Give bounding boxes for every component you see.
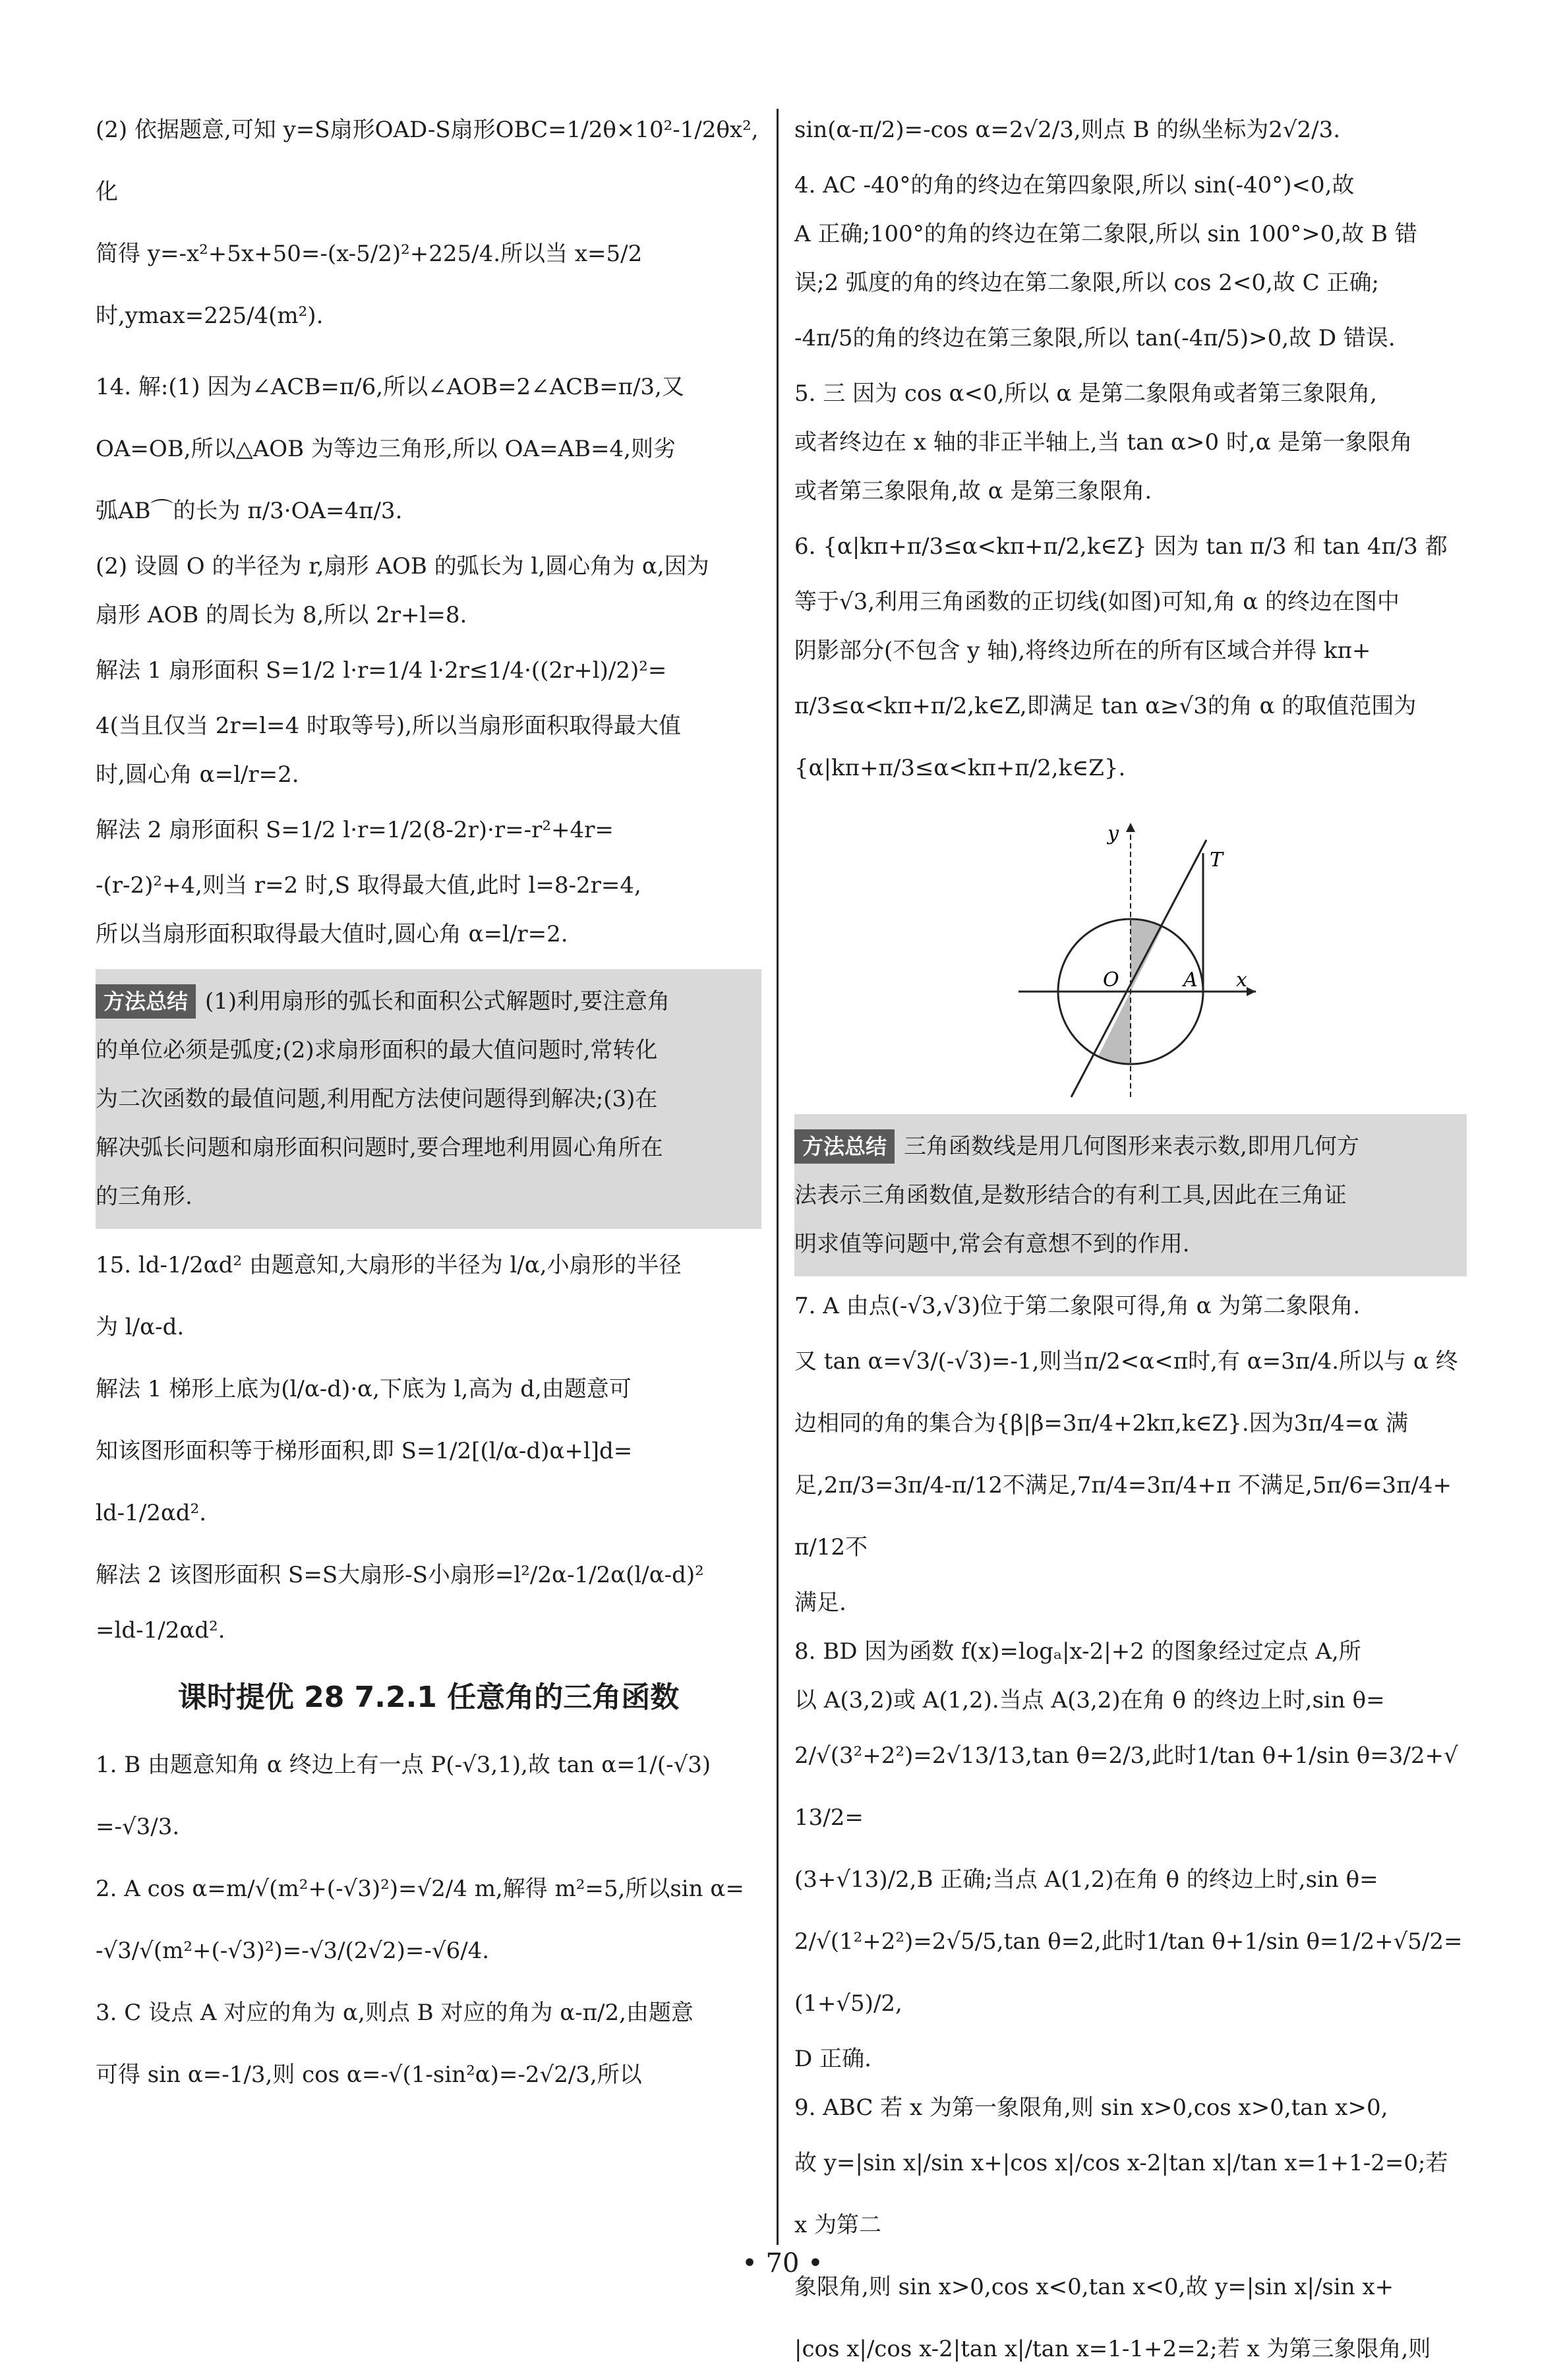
answer-14-part-1 (96, 356, 761, 542)
text-line: 以 A(3,2)或 A(1,2).当点 A(3,2)在角 θ 的终边上时,sin θ= (794, 1687, 1385, 1713)
text-line: 7. A 由点(-√3,√3)位于第二象限可得,角 α 为第二象限角. (794, 1293, 1361, 1319)
answer-2 (96, 1858, 761, 1982)
text-line: 4(当且仅当 2r=l=4 时取等号),所以当扇形面积取得最大值 (96, 713, 681, 739)
answer-3-continued (794, 99, 1467, 161)
text-line: (2) 设圆 O 的半径为 r,扇形 AOB 的弧长为 l,圆心角为 α,因为 (96, 553, 709, 580)
text-line: |cos x|/cos x-2|tan x|/tan x=1-1+2=2;若 x 为第三象限角,则 (794, 2336, 1431, 2362)
answer-15-method-1 (96, 1358, 761, 1544)
text-line: 可得 sin α=-1/3,则 cos α=-√(1-sin²α)=-2√2/3,所以 (96, 2062, 642, 2088)
text-line: π/3≤α<kπ+π/2,k∈Z,即满足 tan α≥√3的角 α 的取值范围为 (794, 693, 1417, 719)
text-line: 或者终边在 x 轴的非正半轴上,当 tan α>0 时,α 是第一象限角 (794, 429, 1413, 456)
text-line: 2. A cos α=m/√(m²+(-√3)²)=√2/4 m,解得 m²=5,所以sin α= (96, 1876, 744, 1902)
text-line: =-√3/3. (96, 1814, 180, 1840)
text-line: 解法 2 扇形面积 S=1/2 l·r=1/2(8-2r)·r=-r²+4r= (96, 817, 614, 843)
text-line: 6. {α|kπ+π/3≤α<kπ+π/2,k∈Z} 因为 tan π/3 和 tan 4π/3 都 (794, 533, 1448, 560)
text-line: 的单位必须是弧度;(2)求扇形面积的最大值问题时,常转化 (96, 1037, 658, 1063)
text-line: -(r-2)²+4,则当 r=2 时,S 取得最大值,此时 l=8-2r=4, (96, 872, 641, 899)
text-line: (3+√13)/2,B 正确;当点 A(1,2)在角 θ 的终边上时,sin θ= (794, 1866, 1378, 1893)
page-number: • 70 • (742, 2248, 823, 2278)
text-line: 15. ld-1/2αd² 由题意知,大扇形的半径为 l/α,小扇形的半径 (96, 1252, 682, 1278)
answer-7 (794, 1282, 1467, 1627)
tangent-line-figure (992, 814, 1269, 1104)
text-line: 解法 1 梯形上底为(l/α-d)·α,下底为 l,高为 d,由题意可 (96, 1376, 632, 1402)
column-divider (777, 109, 779, 2245)
section-title: 课时提优 28 7.2.1 任意角的三角函数 (177, 1681, 680, 1714)
text-line: 解决弧长问题和扇形面积问题时,要合理地利用圆心角所在 (96, 1135, 663, 1161)
answer-14-part-2 (96, 542, 761, 640)
answer-15 (96, 1234, 761, 1358)
text-line: 阴影部分(不包含 y 轴),将终边所在的所有区域合并得 kπ+ (794, 638, 1371, 664)
point-t-label: T (1210, 848, 1224, 872)
method-summary-tag: 方法总结 (96, 984, 196, 1019)
answer-1 (96, 1734, 761, 1858)
text-line: A 正确;100°的角的终边在第二象限,所以 sin 100°>0,故 B 错 (794, 221, 1417, 247)
left-column (96, 99, 761, 2106)
text-line: 4. AC -40°的角的终边在第四象限,所以 sin(-40°)<0,故 (794, 172, 1355, 198)
text-line: {α|kπ+π/3≤α<kπ+π/2,k∈Z}. (794, 755, 1126, 781)
text-line: 的三角形. (96, 1183, 192, 1210)
text-line: 5. 三 因为 cos α<0,所以 α 是第二象限角或者第三象限角, (794, 380, 1377, 407)
answer-6 (794, 516, 1467, 799)
text-line: OA=OB,所以△AOB 为等边三角形,所以 OA=AB=4,则劣 (96, 436, 676, 462)
text-line: 法表示三角函数值,是数形结合的有利工具,因此在三角证 (794, 1182, 1347, 1208)
text-line: 8. BD 因为函数 f(x)=logₐ|x-2|+2 的图象经过定点 A,所 (794, 1638, 1361, 1665)
text-line: 2/√(3²+2²)=2√13/13,tan θ=2/3,此时1/tan θ+1/sin θ=3/2+√13/2= (794, 1742, 1458, 1831)
method-summary-box (794, 1114, 1467, 1276)
text-line (794, 1122, 1458, 1171)
text-line: (2) 依据题意,可知 y=S扇形OAD-S扇形OBC=1/2θ×10²-1/2θx²,化 (96, 117, 759, 205)
text-line: 明求值等问题中,常会有意想不到的作用. (794, 1231, 1190, 1257)
answer-4 (794, 161, 1467, 369)
text-line: 解法 2 该图形面积 S=S大扇形-S小扇形=l²/2α-1/2α(l/α-d)² (96, 1562, 704, 1588)
answer-3 (96, 1982, 761, 2106)
text-line: 9. ABC 若 x 为第一象限角,则 sin x>0,cos x>0,tan x>0, (794, 2095, 1388, 2121)
x-axis-label: x (1236, 968, 1247, 992)
text-line: 为 l/α-d. (96, 1314, 185, 1340)
text-line: 象限角,则 sin x>0,cos x<0,tan x<0,故 y=|sin x|/sin x+ (794, 2274, 1394, 2300)
text-span: (1)利用扇形的弧长和面积公式解题时,要注意角 (205, 988, 670, 1015)
text-line: =ld-1/2αd². (96, 1617, 225, 1644)
text-line: -4π/5的角的终边在第三象限,所以 tan(-4π/5)>0,故 D 错误. (794, 325, 1396, 351)
answer-5 (794, 369, 1467, 516)
text-line: 简得 y=-x²+5x+50=-(x-5/2)²+225/4.所以当 x=5/2 (96, 241, 643, 267)
text-line: sin(α-π/2)=-cos α=2√2/3,则点 B 的纵坐标为2√2/3. (794, 117, 1341, 143)
text-line: 弧AB⌒的长为 π/3·OA=4π/3. (96, 498, 403, 524)
text-line: 知该图形面积等于梯形面积,即 S=1/2[(l/α-d)α+l]d= (96, 1438, 633, 1464)
text-line: 又 tan α=√3/(-√3)=-1,则当π/2<α<π时,有 α=3π/4.所以与 α 终 (794, 1348, 1458, 1375)
text-line: 解法 1 扇形面积 S=1/2 l·r=1/4 l·2r≤1/4·((2r+l)/2)²= (96, 657, 667, 684)
text-line: 时,ymax=225/4(m²). (96, 303, 324, 329)
point-a-label: A (1183, 968, 1198, 992)
text-line: 2/√(1²+2²)=2√5/5,tan θ=2,此时1/tan θ+1/sin θ=1/2+√5/2=(1+√5)/2, (794, 1928, 1463, 2017)
y-axis-label: y (1107, 822, 1119, 845)
answer-9 (794, 2083, 1467, 2380)
answer-14-method-1 (96, 640, 761, 799)
x-axis-arrow (1247, 987, 1256, 996)
text-line: 14. 解:(1) 因为∠ACB=π/6,所以∠AOB=2∠ACB=π/3,又 (96, 374, 684, 400)
text-line: 足,2π/3=3π/4-π/12不满足,7π/4=3π/4+π 不满足,5π/6=3π/4+π/12不 (794, 1472, 1452, 1561)
text-line: D 正确. (794, 2046, 871, 2072)
text-line (96, 977, 752, 1026)
text-line: -√3/√(m²+(-√3)²)=-√3/(2√2)=-√6/4. (96, 1938, 490, 1964)
text-line: 扇形 AOB 的周长为 8,所以 2r+l=8. (96, 602, 467, 628)
text-line: ld-1/2αd². (96, 1500, 207, 1526)
origin-label: O (1103, 968, 1119, 992)
text-line: 1. B 由题意知角 α 终边上有一点 P(-√3,1),故 tan α=1/(-√3) (96, 1752, 711, 1778)
text-line: 误;2 弧度的角的终边在第二象限,所以 cos 2<0,故 C 正确; (794, 270, 1379, 296)
answer-14-method-2 (96, 799, 761, 959)
text-line: 3. C 设点 A 对应的角为 α,则点 B 对应的角为 α-π/2,由题意 (96, 2000, 694, 2026)
text-line: 故 y=|sin x|/sin x+|cos x|/cos x-2|tan x|/tan x=1+1-2=0;若 x 为第二 (794, 2150, 1448, 2238)
method-summary-tag: 方法总结 (794, 1129, 895, 1164)
y-axis-arrow (1126, 823, 1135, 832)
text-line: 等于√3,利用三角函数的正切线(如图)可知,角 α 的终边在图中 (794, 589, 1400, 615)
text-span: 三角函数线是用几何图形来表示数,即用几何方 (904, 1133, 1359, 1160)
method-summary-box (96, 969, 761, 1229)
text-line: 满足. (794, 1590, 846, 1616)
answer-15-method-2 (96, 1544, 761, 1655)
text-line: 为二次函数的最值问题,利用配方法使问题得到解决;(3)在 (96, 1086, 658, 1112)
answer-8 (794, 1627, 1467, 2083)
text-line: 或者第三象限角,故 α 是第三象限角. (794, 478, 1152, 504)
answer-13-part-2 (96, 99, 761, 347)
unit-circle-diagram (992, 814, 1269, 1104)
text-line: 时,圆心角 α=l/r=2. (96, 761, 299, 788)
text-line: 边相同的角的集合为{β|β=3π/4+2kπ,k∈Z}.因为3π/4=α 满 (794, 1410, 1408, 1437)
right-column (794, 99, 1467, 2380)
text-line: 所以当扇形面积取得最大值时,圆心角 α=l/r=2. (96, 921, 568, 947)
